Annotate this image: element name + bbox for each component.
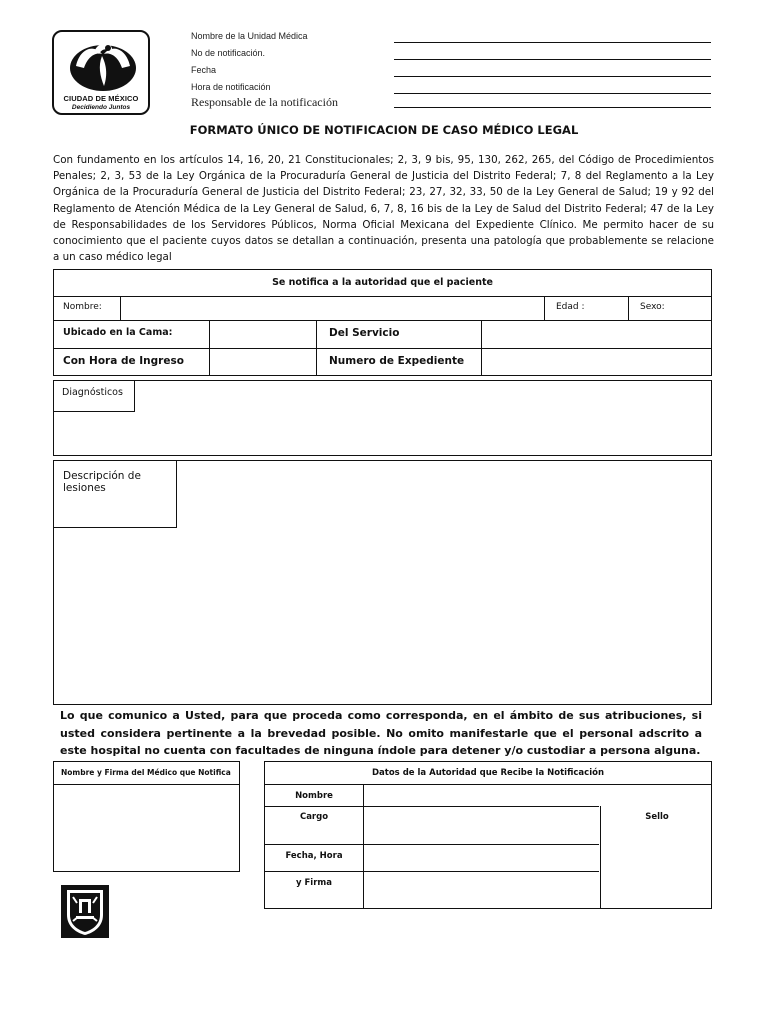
diagnosticos-label: Diagnósticos <box>62 387 123 398</box>
patient-table-header: Se notifica a la autoridad que el paciente <box>272 277 493 288</box>
lesiones-label: Descripción de lesiones <box>63 470 141 494</box>
sello-label: Sello <box>645 812 669 822</box>
form-title: FORMATO ÚNICO DE NOTIFICACION DE CASO MÉDICO LEGAL <box>189 123 579 137</box>
hora-ingreso-label: Con Hora de Ingreso <box>63 355 184 367</box>
autoridad-table <box>264 761 712 909</box>
eagle-emblem-icon <box>62 36 144 94</box>
autoridad-nombre-field[interactable] <box>364 785 712 806</box>
autoridad-firma-field[interactable] <box>364 872 599 909</box>
sexo-label: Sexo: <box>640 302 665 312</box>
autoridad-fecha-hora-field[interactable] <box>364 845 599 871</box>
servicio-label: Del Servicio <box>329 327 400 339</box>
medico-signature-box[interactable] <box>53 761 240 872</box>
diagnosticos-box[interactable] <box>53 380 712 456</box>
lesiones-box[interactable] <box>53 460 712 705</box>
autoridad-nombre-label: Nombre <box>295 791 333 801</box>
responsable-line[interactable] <box>394 107 711 108</box>
expediente-label: Numero de Expediente <box>329 355 465 367</box>
sello-field[interactable] <box>601 824 712 909</box>
unidad-medica-line[interactable] <box>394 42 711 43</box>
hora-notificacion-line[interactable] <box>394 93 711 94</box>
edad-label: Edad : <box>556 302 585 312</box>
logo-city-text: CIUDAD DE MÉXICO <box>63 94 139 103</box>
autoridad-firma-label: y Firma <box>295 878 332 888</box>
autoridad-fecha-hora-label: Fecha, Hora <box>285 851 343 861</box>
hora-ingreso-field[interactable] <box>210 348 315 376</box>
responsable-label: Responsable de la notificación <box>191 95 338 109</box>
fecha-line[interactable] <box>394 76 711 77</box>
fecha-label: Fecha <box>191 65 217 75</box>
expediente-field[interactable] <box>482 348 712 376</box>
medico-label: Nombre y Firma del Médico que Notifica <box>61 768 231 777</box>
autoridad-header: Datos de la Autoridad que Recibe la Notificación <box>371 768 605 778</box>
no-notificacion-line[interactable] <box>394 59 711 60</box>
cdmx-logo <box>52 30 150 115</box>
closing-paragraph: Lo que comunico a Usted, para que proceda como corresponda, en el ámbito de sus atribuciones, si usted considera pertinente a la brevedad posible. No omito manifestarle que el personal adscrito a este hospital no cuenta con facultades de ninguna índole para detener y/o custodiar a persona alguna. <box>60 709 702 757</box>
servicio-field[interactable] <box>482 320 712 348</box>
coat-of-arms-icon <box>61 885 109 938</box>
cama-label: Ubicado en la Cama: <box>63 327 173 338</box>
nombre-field[interactable] <box>121 296 543 320</box>
nombre-label: Nombre: <box>63 302 102 312</box>
cama-field[interactable] <box>210 320 315 348</box>
unidad-medica-label: Nombre de la Unidad Médica <box>191 31 308 41</box>
autoridad-cargo-label: Cargo <box>299 812 329 822</box>
patient-table <box>53 269 712 376</box>
legal-basis-paragraph: Con fundamento en los artículos 14, 16, 20, 21 Constitucionales; 2, 3, 9 bis, 95, 130, 262, 265, del Código de Procedimientos Penales; 2, 3, 53 de la Ley Orgánica de la Procuraduría General de Justicia del Distrito Federal; 7, 8 del Reglamento a la Ley Orgánica de la Procuraduría General de Justicia del Distrito Federal; 23, 27, 32, 33, 50 de la Ley General de Salud; 19 y 92 del Reglamento de Atención Médica de la Ley General de Salud, 6, 7, 8, 16 bis de la Ley de Salud del Distrito Federal; 47 de la Ley de Responsabilidades de los Servidores Públicos, Norma Oficial Mexicana del Expediente Clínico. Me permito hacer de su conocimiento que el paciente cuyos datos se detallan a continuación, presenta una patología que probablemente se relacione a un caso médico legal <box>53 154 714 264</box>
lesiones-label-box <box>53 460 177 528</box>
autoridad-cargo-field[interactable] <box>364 807 599 844</box>
hora-notificacion-label: Hora de notificación <box>191 82 271 92</box>
no-notificacion-label: No de notificación. <box>191 48 266 58</box>
logo-tagline: Decidiendo Juntos <box>71 104 131 111</box>
diagnosticos-label-box <box>53 380 135 412</box>
